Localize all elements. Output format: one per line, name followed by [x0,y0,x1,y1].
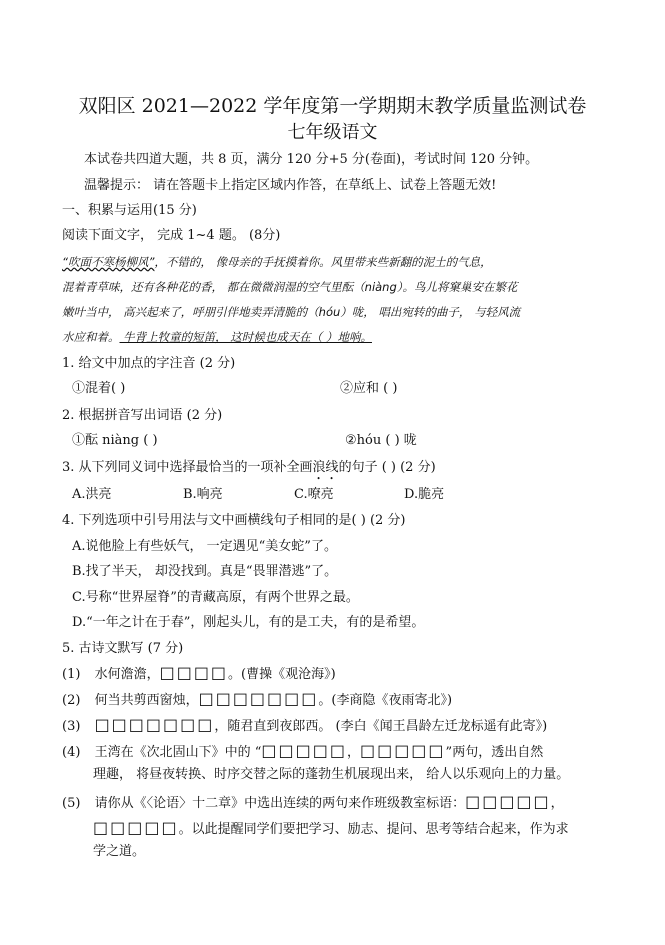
q5-item-3 [62,716,547,736]
comma: ， [550,796,564,811]
passage-line-1-rest: ，不错的， 像母亲的手抚摸着你。风里带来些新翻的泥土的气息， [154,255,492,269]
warm-tip: 温馨提示： 请在答题卡上指定区域内作答，在草纸上、试卷上答题无效! [84,178,497,193]
section-heading: 一、积累与运用(15 分) [62,203,197,218]
blank-boxes: □□□□ [159,663,229,682]
q5-item-5-line-1 [62,793,564,813]
q3-option-a: A.洪亮 [72,487,112,502]
item-source: 。(曹操《观沧海》) [228,667,336,682]
passage-line-4 [62,328,372,346]
q3-option-c: C.嘹亮 [294,487,334,502]
item-text: 水何澹澹， [94,667,160,682]
q3-stem-post: 的句子 ( ) (2 分) [338,460,436,475]
item-text: 请你从《〈论语〉十二章》中选出连续的两句来作班级教室标语： [94,796,466,811]
q1-answer-b: ②应和 ( ) [340,381,398,396]
passage-line-1 [62,253,492,271]
q3-dotted-word: 浪线 [312,460,339,475]
q4-stem: 4. 下列选项中引号用法与文中画横线句子相同的是( ) (2 分) [62,513,406,528]
item-text: 王湾在《次北固山下》中的 “ [94,745,262,760]
q5-item-1 [62,664,336,684]
q3-stem [62,459,436,483]
blank-boxes-b: □□□□□ [359,741,446,760]
exam-subtitle: 七年级语文 [287,122,378,143]
q2-answer-a: ①酝 niàng ( ) [72,433,158,448]
q3-option-b: B.响亮 [183,487,223,502]
q5-item-4-line-1 [62,742,543,762]
q5-item-5-line-2 [93,819,569,839]
exam-intro: 本试卷共四道大题，共 8 页，满分 120 分+5 分(卷面)，考试时间 120 分钟。 [84,152,539,167]
q2-stem: 2. 根据拼音写出词语 (2 分) [62,408,223,423]
q4-option-d: D.“一年之计在于春”，刚起头儿，有的是工夫，有的是希望。 [72,615,425,630]
passage-line-4-plain: 水应和着。 [62,330,120,344]
blank-boxes: □□□□□□□ [198,689,319,708]
item-number: (1) [62,667,81,682]
passage-line-3: 嫩叶当中， 高兴起来了，呼朋引伴地卖弄清脆的（hóu）咙， 唱出宛转的曲子， 与轻风流 [62,305,521,319]
q5-stem: 5. 古诗文默写 (7 分) [62,641,184,656]
q3-option-d: D.脆亮 [404,487,445,502]
underlined-sentence: 牛背上牧童的短笛， 这时候也成天在（ ）地响。 [119,330,372,344]
blank-boxes-a: □□□□□ [465,792,551,811]
q4-option-a: A.说他脸上有些妖气， 一定遇见“美女蛇”了。 [72,539,337,554]
item-number: (5) [62,796,81,811]
q4-option-b: B.找了半天， 却没找到。真是“畏罪潜逃”了。 [72,564,338,579]
exam-title: 双阳区 2021—2022 学年度第一学期期末教学质量监测试卷 [78,95,587,117]
blank-boxes-b: □□□□□ [93,818,179,837]
q2-answer-b: ②hóu ( ) 咙 [345,433,417,448]
reading-prompt: 阅读下面文字， 完成 1~4 题。 (8分) [62,228,281,243]
item-text: 。以此提醒同学们要把学习、励志、提问、思考等结合起来，作为求 [178,822,569,837]
item-text: 何当共剪西窗烛， [94,693,199,708]
q3-stem-pre: 3. 从下列同义词中选择最恰当的一项补全画 [62,460,313,475]
q4-option-c: C.号称“世界屋脊”的青藏高原，有两个世界之最。 [72,590,359,605]
item-number: (4) [62,745,81,760]
blank-boxes: □□□□□□□ [94,715,215,734]
item-source: 。(李商隐《夜雨寄北》) [318,693,453,708]
wavy-quote: “吹面不寒杨柳风” [62,255,155,269]
q5-item-5-line-3: 学之道。 [93,844,146,859]
comma: ， [346,745,360,760]
q5-item-2 [62,690,452,710]
passage-line-2: 混着青草味，还有各种花的香， 都在微微润湿的空气里酝（niàng）。鸟儿将窠巢安在繁花 [62,280,518,294]
q1-stem: 1. 给文中加点的字注音 (2 分) [62,356,236,371]
item-number: (2) [62,693,81,708]
item-number: (3) [62,719,81,734]
item-text-post: ”两句，透出自然 [445,745,544,760]
q5-item-4-line-2: 理趣， 将昼夜转换、时序交替之际的蓬勃生机展现出来， 给人以乐观向上的力量。 [93,767,570,782]
item-source: ，随君直到夜郎西。 (李白《闻王昌龄左迁龙标遥有此寄》) [214,719,548,734]
blank-boxes-a: □□□□□ [261,741,347,760]
q1-answer-a: ①混着( ) [72,381,126,396]
